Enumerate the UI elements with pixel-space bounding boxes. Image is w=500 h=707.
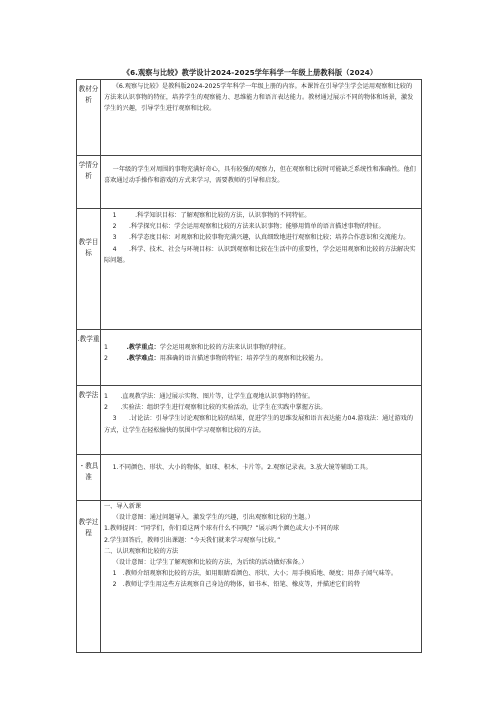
- process-line: 1 .教师介绍观察和比较的方法，如用眼睛看颜色、形状、大小；用手摸质地、硬度；用鼻子闻气味等。: [112, 570, 398, 578]
- row-content: [101, 209, 422, 330]
- page-title: 《6.观察与比较》教学设计2024-2025学年科学一年级上册教科版（2024）: [122, 68, 378, 77]
- list-item: 2 .科学探究目标：学会运用观察和比较的方法来认识事物；能够用简单的语言描述事物的特征。: [112, 223, 385, 231]
- process-line: 2.学生回答后，教师引出课题：“今天我们就来学习观察与比较。”: [104, 536, 281, 544]
- row-label: .教学重: [77, 330, 101, 386]
- row-label: 教材分析: [77, 80, 101, 156]
- process-line: （设计意图：让学生了解观察和比较的方法，为后续的活动做好准备。）: [112, 559, 308, 567]
- row-content: [101, 501, 422, 653]
- table-row: [77, 455, 422, 501]
- table-row: [77, 156, 422, 209]
- material-text: 《6.观察与比较》是教科版2024-2025学年科学一年级上册的内容。本课旨在引导学生学会运用观察和比较的方法来认识事物的特征，培养学生的观察能力、思维能力和语言表达能力。教材通过展示不同的物体和场景，激发学生的兴趣，引导学生进行观察和比较。: [104, 83, 414, 113]
- table-row: [77, 330, 422, 386]
- list-item: 1 .科学知识目标：了解观察和比较的方法，认识事物的不同特征。: [112, 212, 311, 219]
- row-content: [101, 386, 422, 455]
- row-label: 教学目标: [77, 209, 101, 330]
- process-line: 一、导入新课: [104, 503, 142, 510]
- process-line: 2 .教师让学生用这些方法观察自己身边的物体，如书本、铅笔、橡皮等，并描述它们的特: [112, 581, 360, 589]
- lesson-plan-table: [76, 79, 422, 653]
- list-item: 1 .直观教学法：通过展示实物、图片等，让学生直观地认识事物的特征。: [104, 393, 315, 400]
- row-content: [101, 455, 422, 501]
- list-item: 3 .讨论法：引导学生讨论观察和比较的结果，促进学生的思维发展和语言表达能力04.游戏法：通过游戏的方式，让学生在轻松愉快的氛围中学习观察和比较的方法。: [104, 415, 414, 434]
- list-item: 3 .科学态度目标：对观察和比较事物充满兴趣，认真细致地进行观察和比较；培养合作意识和交流能力。: [112, 234, 410, 242]
- students-text: 一年级的学生对周围的事物充满好奇心，具有较强的观察力，但在观察和比较时可能缺乏系统性和准确性。他们喜欢通过动手操作和游戏的方式来学习，需要教师的引导和启发。: [104, 166, 416, 185]
- list-item: 2 .实验法：组织学生进行观察和比较的实验活动，让学生在实践中掌握方法。: [104, 404, 327, 412]
- list-item: 4 .科学、技术、社会与环境目标：认识到观察和比较在生活中的重要性，学会运用观察和比较的方法解决实际问题。: [104, 245, 416, 264]
- table-row: [77, 501, 422, 653]
- table-row: [77, 80, 422, 156]
- row-label: 学情分析: [77, 156, 101, 209]
- row-content: [101, 80, 422, 156]
- row-content: [101, 156, 422, 209]
- table-row: [77, 386, 422, 455]
- process-line: （设计意图：通过问题导入，激发学生的兴趣，引出观察和比较的主题。）: [112, 514, 314, 522]
- tools-text: 1.不同颜色、形状、大小的物体，如球、积木、卡片等。2.观察记录表。3.放大镜等辅助工具。: [112, 464, 372, 471]
- row-label: ・教具准: [77, 455, 101, 501]
- row-label: 教学法: [77, 386, 101, 455]
- table-row: [77, 209, 422, 330]
- row-content: [101, 330, 422, 386]
- list-item: 2 .教学难点：用准确的语言描述事物的特征；培养学生的观察和比较能力。: [104, 355, 327, 363]
- process-line: 1.教师提问：“同学们，你们看这两个球有什么不同呢？”展示两个颜色或大小不同的球: [104, 525, 340, 533]
- list-item: 1 .教学重点：学会运用观察和比较的方法来认识事物的特征。: [104, 344, 290, 351]
- process-line: 二、认识观察和比较的方法: [104, 547, 179, 555]
- row-label: 教学过程: [77, 501, 101, 653]
